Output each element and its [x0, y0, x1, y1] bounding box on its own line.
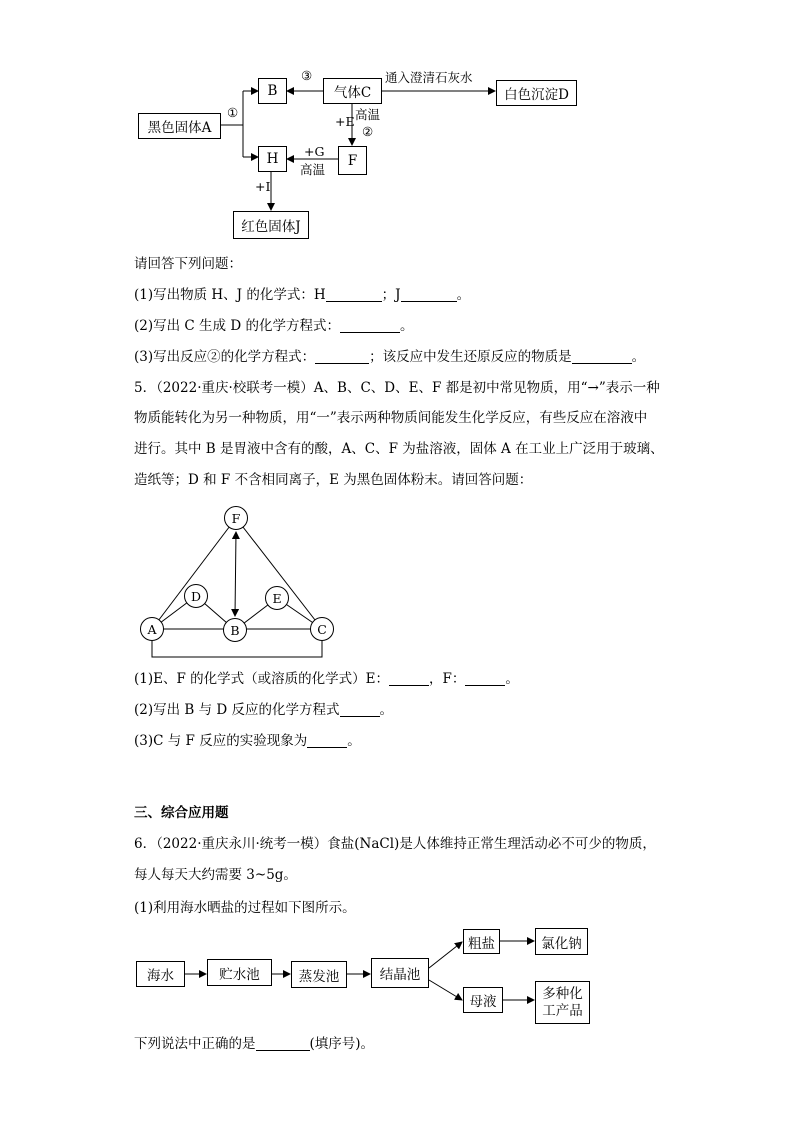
node-a: A [140, 617, 164, 641]
q5-stem-line-2: 物质能转化为另一种物质，用“一”表示两种物质间能发生化学反应，有些反应在溶液中 [134, 410, 648, 426]
flow-evaporation-pond: 蒸发池 [291, 961, 347, 988]
q6-question-text-b: (填序号)。 [309, 1036, 375, 1052]
box-b: B [258, 78, 287, 104]
node-e: E [265, 586, 289, 610]
q4-1-text-a: (1)写出物质 H、J 的化学式：H [134, 287, 326, 303]
q4-1-text-b: ；J [381, 287, 401, 303]
label-reaction-1: ① [227, 105, 239, 120]
answer-blank[interactable] [256, 1036, 310, 1051]
q5-stem-line-3: 进行。其中 B 是胃液中含有的酸，A、C、F 为盐溶液，固体 A 在工业上广泛用于玻璃、 [134, 441, 664, 457]
q5-3-text-b: 。 [347, 733, 361, 749]
flow-chemical-products [535, 981, 590, 1024]
flow-crude-salt: 粗盐 [463, 929, 500, 954]
q6-question [134, 1034, 374, 1054]
box-red-solid-j: 红色固体J [233, 211, 309, 239]
q6-stem-line-1: 6．（2022·重庆永川·统考一模）食盐(NaCl)是人体维持正常生理活动必不可少的物质， [134, 836, 656, 852]
label-plus-i: +I [255, 179, 271, 194]
q5-stem-line-1: 5．（2022·重庆·校联考一模）A、B、C、D、E、F 都是初中常见物质，用“→”表示一种 [134, 380, 660, 396]
q4-3-text-b: ；该反应中发生还原反应的物质是 [369, 349, 572, 365]
node-b: B [223, 618, 247, 642]
flow-storage-pond: 贮水池 [207, 959, 272, 986]
box-gas-c: 气体C [323, 78, 382, 104]
q6-subquestion-1: (1)利用海水晒盐的过程如下图所示。 [134, 900, 356, 916]
label-high-temp-2: 高温 [300, 162, 326, 177]
label-plus-g: +G [304, 144, 325, 159]
label-lime-water: 通入澄清石灰水 [385, 70, 473, 85]
node-f: F [224, 506, 248, 530]
flow-sodium-chloride: 氯化钠 [535, 928, 588, 955]
q4-2-text-b: 。 [399, 318, 414, 334]
flow-seawater: 海水 [136, 961, 185, 987]
q5-stem-line-4: 造纸等；D 和 F 不含相同离子，E 为黑色固体粉末。请回答问题： [134, 472, 533, 488]
box-h: H [258, 146, 287, 172]
box-black-solid-a: 黑色固体A [138, 113, 221, 139]
q5-1-text-a: (1)E、F 的化学式（或溶质的化学式）E： [134, 671, 389, 687]
q5-1-text-c: 。 [505, 671, 519, 687]
box-white-precipitate-d: 白色沉淀D [496, 80, 577, 106]
q6-stem-line-2: 每人每天大约需要 3~5g。 [134, 867, 297, 883]
node-c: C [310, 617, 334, 641]
q6-question-text-a: 下列说法中正确的是 [134, 1036, 256, 1052]
q4-2-text-a: (2)写出 C 生成 D 的化学方程式： [134, 318, 340, 334]
q4-3-text-c: 。 [631, 349, 646, 365]
box-f: F [338, 146, 367, 175]
node-d: D [184, 584, 208, 608]
label-high-temp-1: 高温 [355, 107, 381, 122]
q5-2-text-a: (2)写出 B 与 D 反应的化学方程式 [134, 702, 340, 718]
flow-mother-liquor: 母液 [463, 987, 503, 1013]
label-reaction-3: ③ [301, 68, 313, 83]
label-plus-e: +E [335, 114, 355, 129]
flow-products-line-2: 工产品 [542, 1002, 583, 1019]
flow-crystallization-pond: 结晶池 [371, 958, 429, 988]
q5-2-text-b: 。 [379, 702, 394, 718]
section-heading: 三、综合应用题 [134, 805, 229, 821]
q4-prompt: 请回答下列问题： [134, 256, 242, 272]
label-reaction-2: ② [362, 124, 374, 139]
q4-3-text-a: (3)写出反应②的化学方程式： [134, 349, 316, 365]
q5-3-text-a: (3)C 与 F 反应的实验现象为 [134, 733, 308, 749]
q4-1-text-c: 。 [456, 287, 471, 303]
q5-1-text-b: ，F： [429, 671, 466, 687]
flow-products-line-1: 多种化 [542, 985, 583, 1002]
